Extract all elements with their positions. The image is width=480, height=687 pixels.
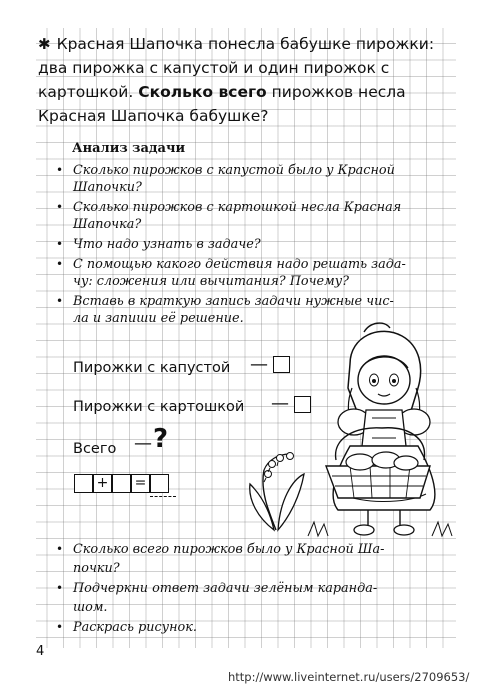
- answer-unit-line: [150, 496, 176, 497]
- final-question: • Подчеркни ответ задачи зелёным каранда-: [56, 581, 378, 596]
- footer-url[interactable]: http://www.liveinternet.ru/users/2709653/: [228, 670, 470, 684]
- task-statement: [38, 32, 456, 128]
- record-potato-label: Пирожки с картошкой: [73, 399, 245, 415]
- page-margin-top: [0, 0, 480, 28]
- record-cabbage-label: Пирожки с капустой: [73, 360, 231, 376]
- equation-cell-operand2[interactable]: [112, 474, 131, 493]
- page-margin-right: [456, 0, 480, 687]
- bullet-icon: •: [56, 581, 64, 595]
- task-intro: Красная Шапочка понесла бабушке пирожки: два пирожка с капустой и один пирожок с картошкой.: [38, 35, 435, 101]
- page-number: 4: [36, 644, 45, 659]
- equation-cell-operand1[interactable]: [74, 474, 93, 493]
- little-red-riding-hood-illustration: [302, 318, 458, 540]
- final-question-cont: шом.: [73, 600, 108, 615]
- bullet-icon: •: [56, 620, 64, 634]
- page-margin-left: [0, 0, 36, 687]
- bullet-icon: •: [56, 294, 64, 308]
- analysis-question-cont: ла и запиши её решение.: [73, 311, 244, 326]
- final-question: • Сколько всего пирожков было у Красной Ша-: [56, 542, 385, 557]
- analysis-question: • Сколько пирожков с капустой было у Красной: [56, 163, 395, 178]
- record-question-mark: ?: [153, 424, 169, 454]
- analysis-question: • С помощью какого действия надо решать зада-: [56, 257, 406, 272]
- bullet-icon: •: [56, 163, 64, 177]
- bullet-icon: •: [56, 542, 64, 556]
- equation-cell-answer[interactable]: [150, 474, 169, 493]
- task-question-bold: Сколько всего: [138, 83, 267, 101]
- final-question-cont: почки?: [73, 561, 120, 576]
- record-dash: —: [134, 433, 152, 454]
- record-dash: —: [250, 354, 268, 375]
- analysis-question-cont: Шапочки?: [73, 180, 142, 195]
- record-total-label: Всего: [73, 441, 117, 457]
- equation-cell-equals: =: [131, 474, 150, 493]
- bullet-icon: •: [56, 237, 64, 251]
- task-question-rest: пирожков несла Красная Шапочка бабушке?: [38, 83, 406, 125]
- analysis-question-cont: Шапочка?: [73, 217, 142, 232]
- record-cabbage-box[interactable]: [273, 356, 290, 373]
- analysis-question: • Вставь в краткую запись задачи нужные чис-: [56, 294, 394, 309]
- analysis-heading: Анализ задачи: [72, 141, 186, 156]
- record-dash: —: [271, 393, 289, 414]
- analysis-question: • Что надо узнать в задаче?: [56, 237, 261, 252]
- equation-cell-plus: +: [93, 474, 112, 493]
- bullet-icon: •: [56, 257, 64, 271]
- bullet-icon: •: [56, 200, 64, 214]
- analysis-question-cont: чу: сложения или вычитания? Почему?: [73, 274, 350, 289]
- final-question: • Раскрась рисунок.: [56, 620, 197, 635]
- analysis-question: • Сколько пирожков с картошкой несла Красная: [56, 200, 402, 215]
- task-marker-icon: ✱: [38, 35, 51, 53]
